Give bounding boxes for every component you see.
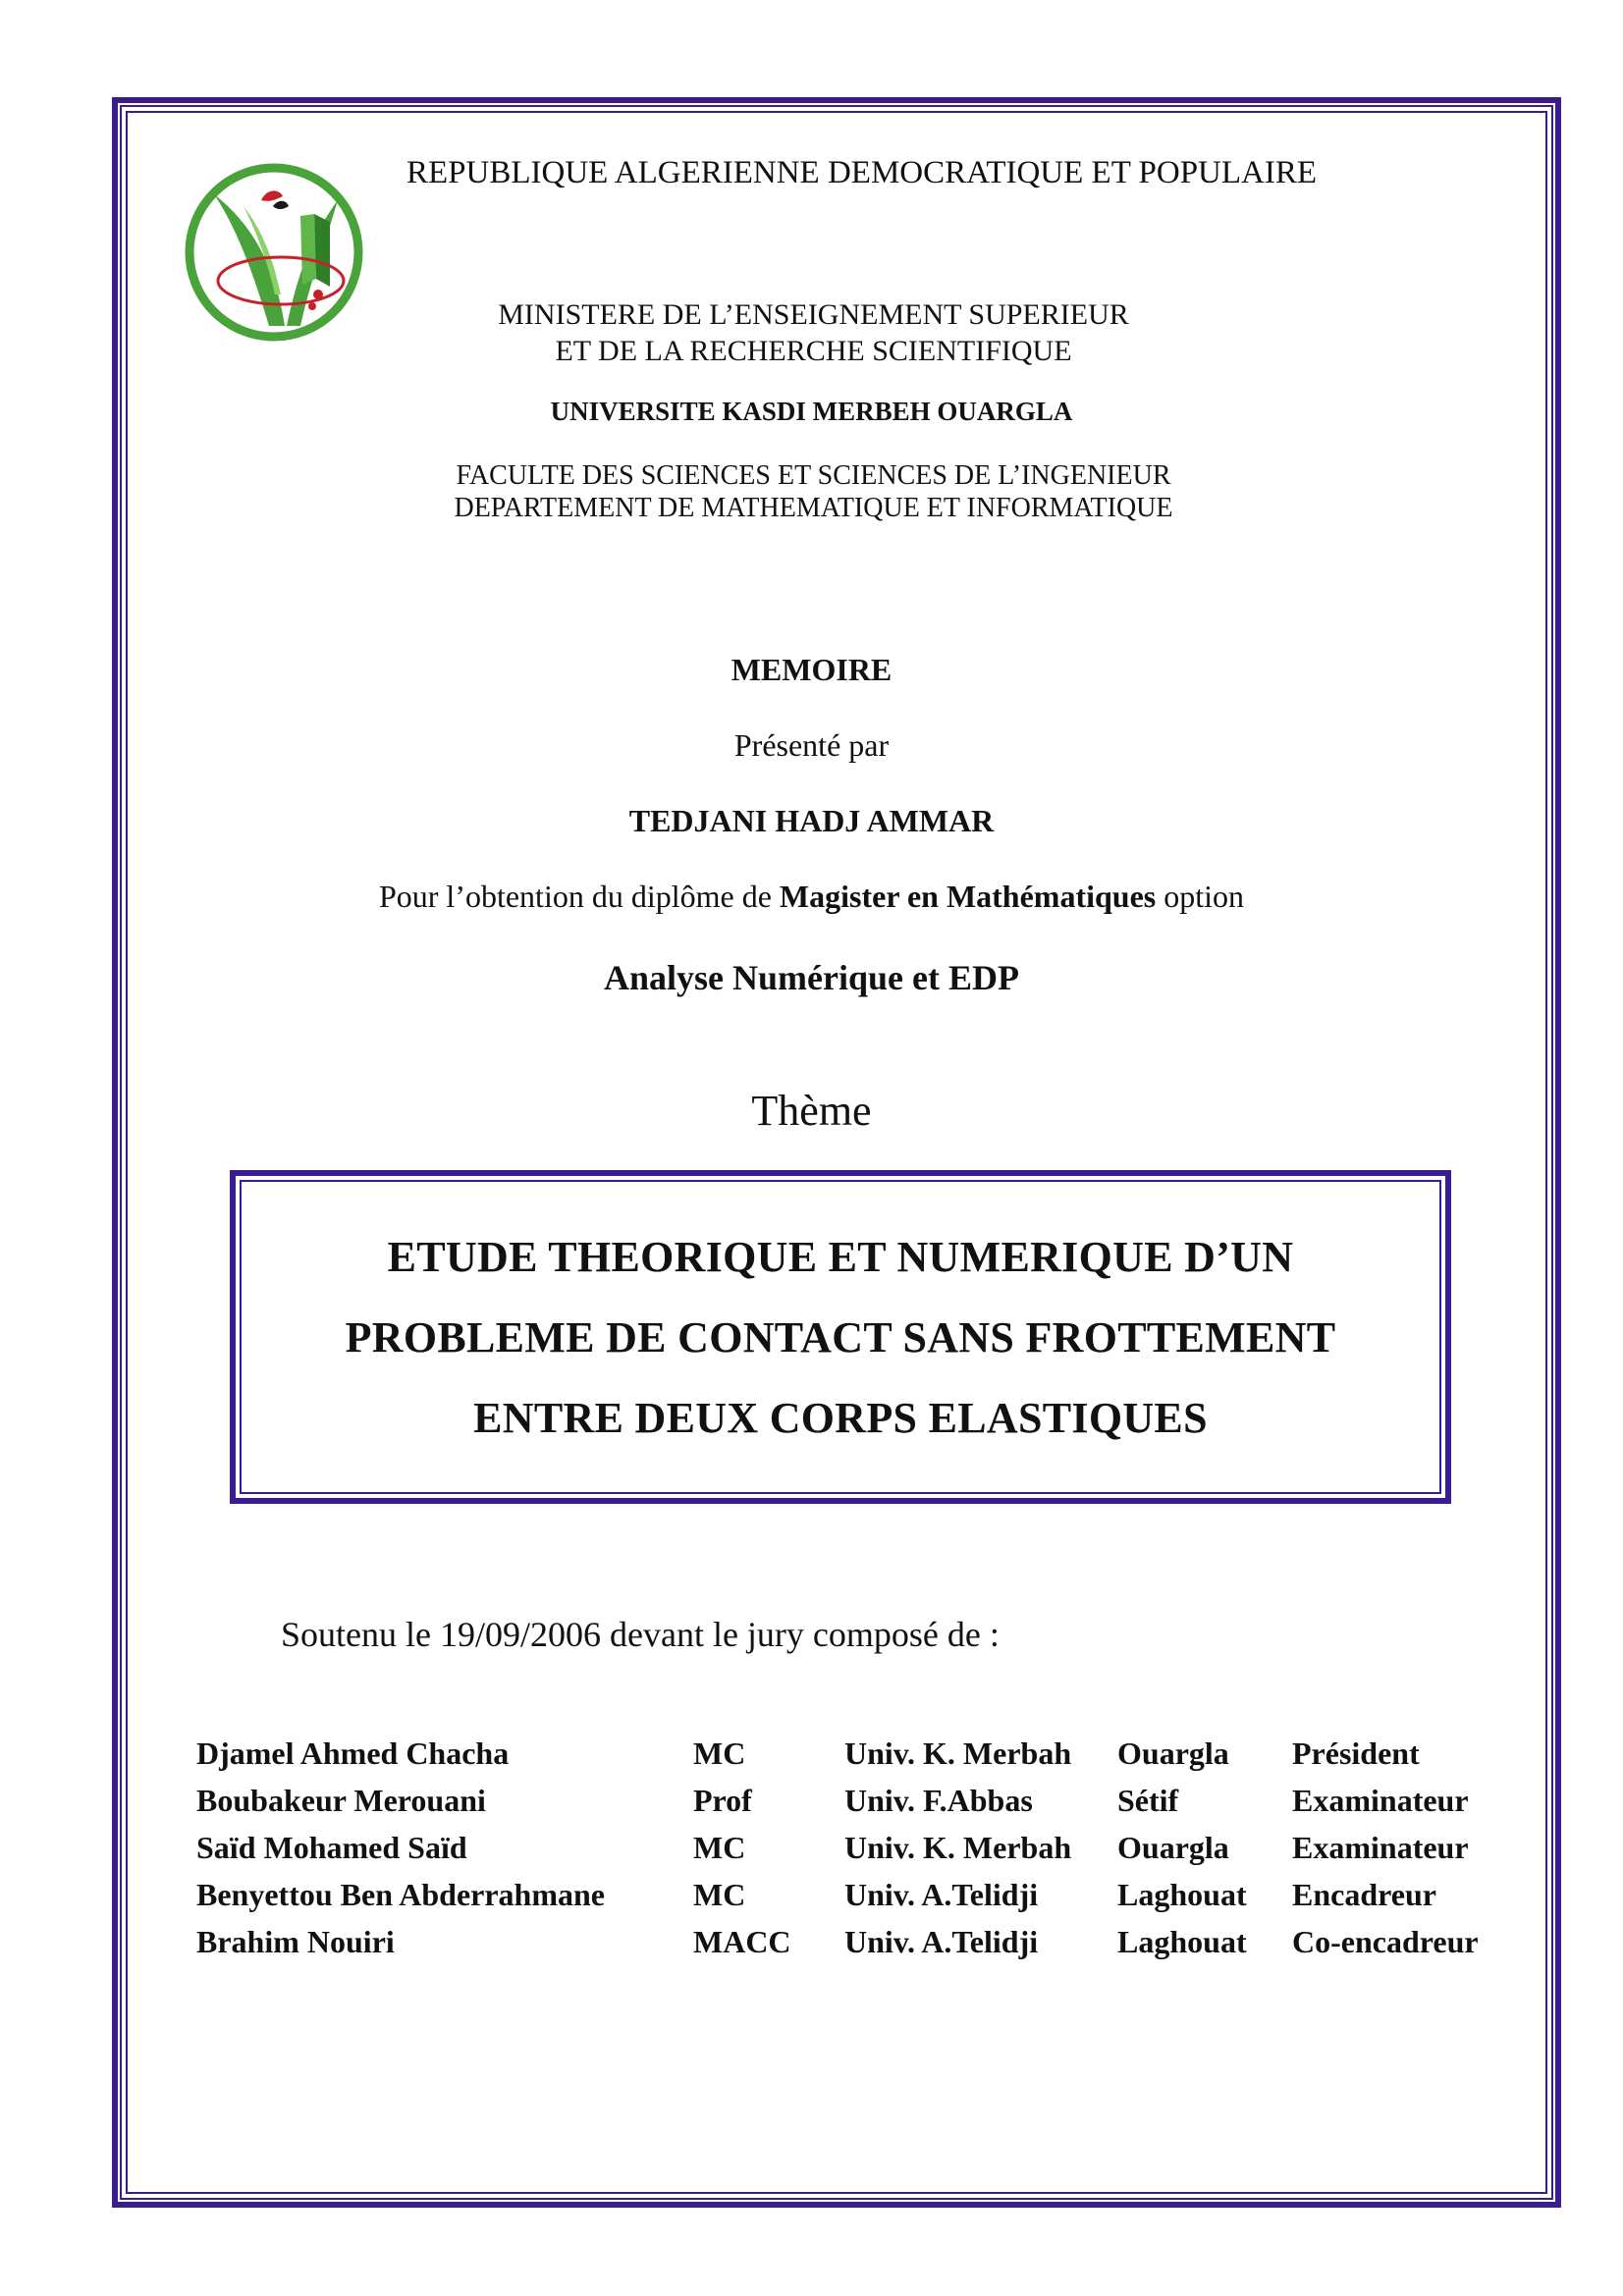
jury-member-university: Univ. A.Telidji (844, 1876, 1039, 1912)
thesis-title-line-1: ETUDE THEORIQUE ET NUMERIQUE D’UN (387, 1233, 1294, 1281)
university-name: UNIVERSITE KASDI MERBEH OUARGLA (550, 397, 1073, 426)
jury-member-grade: MACC (693, 1923, 791, 1959)
document-type: MEMOIRE (730, 652, 893, 687)
defense-statement: Soutenu le 19/09/2006 devant le jury composé de : (281, 1615, 1000, 1654)
jury-member-city: Ouargla (1117, 1735, 1229, 1771)
ministry-line-2: ET DE LA RECHERCHE SCIENTIFIQUE (555, 335, 1072, 367)
table-row (196, 1824, 1508, 1871)
thesis-title (230, 1217, 1451, 1459)
jury-member-grade: MC (693, 1735, 746, 1771)
jury-member-role: Co-encadreur (1292, 1923, 1479, 1959)
diploma-suffix: option (1156, 879, 1245, 914)
specialty-option: Analyse Numérique et EDP (604, 958, 1019, 997)
diploma-prefix: Pour l’obtention du diplôme de (378, 879, 780, 914)
jury-member-role: Président (1292, 1735, 1420, 1771)
faculty-name (2, 459, 1623, 524)
jury-member-university: Univ. K. Merbah (844, 1829, 1072, 1865)
jury-member-role: Encadreur (1292, 1876, 1436, 1912)
jury-member-name: Saïd Mohamed Saïd (196, 1829, 467, 1865)
jury-member-city: Ouargla (1117, 1829, 1229, 1865)
jury-member-role: Examinateur (1292, 1782, 1469, 1818)
table-row (196, 1730, 1508, 1777)
republic-name: REPUBLIQUE ALGERIENNE DEMOCRATIQUE ET POPULAIRE (406, 155, 1318, 190)
thesis-title-line-3: ENTRE DEUX CORPS ELASTIQUES (473, 1394, 1208, 1442)
thesis-title-line-2: PROBLEME DE CONTACT SANS FROTTEMENT (345, 1313, 1336, 1362)
theme-label: Thème (751, 1087, 872, 1135)
jury-member-name: Brahim Nouiri (196, 1923, 395, 1959)
jury-member-name: Benyettou Ben Abderrahmane (196, 1876, 605, 1912)
table-row (196, 1777, 1508, 1824)
table-row (196, 1918, 1508, 1965)
presented-by-label: Présenté par (733, 727, 890, 763)
jury-member-grade: Prof (693, 1782, 752, 1818)
jury-member-role: Examinateur (1292, 1829, 1469, 1865)
table-row (196, 1871, 1508, 1918)
jury-member-city: Laghouat (1117, 1923, 1247, 1959)
faculty-line-1: FACULTE DES SCIENCES ET SCIENCES DE L’INGENIEUR (456, 460, 1171, 491)
jury-member-city: Laghouat (1117, 1876, 1247, 1912)
jury-member-city: Sétif (1117, 1782, 1179, 1818)
jury-member-grade: MC (693, 1876, 746, 1912)
diploma-degree: Magister en Mathématiques (779, 879, 1157, 914)
author-name: TEDJANI HADJ AMMAR (628, 803, 995, 838)
jury-table (196, 1730, 1508, 1965)
jury-member-university: Univ. K. Merbah (844, 1735, 1072, 1771)
ministry-line-1: MINISTERE DE L’ENSEIGNEMENT SUPERIEUR (498, 298, 1129, 331)
jury-member-university: Univ. F.Abbas (844, 1782, 1033, 1818)
jury-member-name: Boubakeur Merouani (196, 1782, 486, 1818)
jury-member-grade: MC (693, 1829, 746, 1865)
diploma-line (0, 879, 1623, 915)
ministry-name (2, 296, 1623, 369)
department-line: DEPARTEMENT DE MATHEMATIQUE ET INFORMATIQUE (454, 493, 1173, 523)
jury-member-name: Djamel Ahmed Chacha (196, 1735, 510, 1771)
jury-member-university: Univ. A.Telidji (844, 1923, 1039, 1959)
